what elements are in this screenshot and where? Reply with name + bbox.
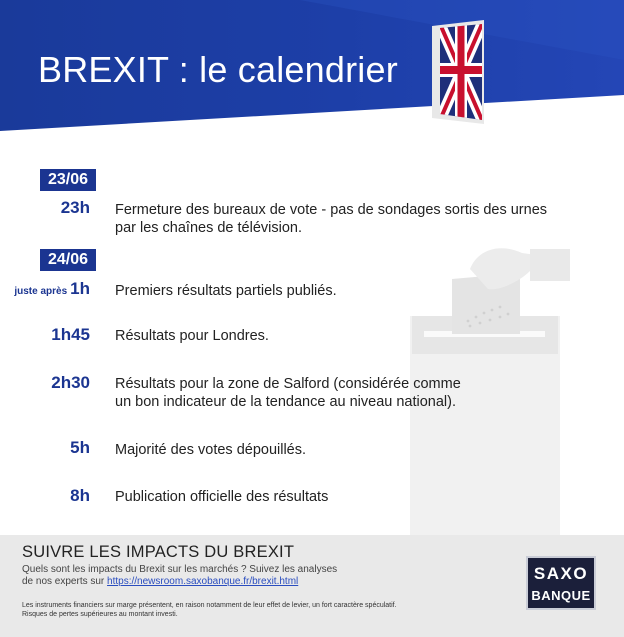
disclaimer-line: Risques de pertes supérieures au montant investi. [22,611,178,618]
event-line: Résultats pour la zone de Salford (considérée comme [115,376,461,392]
event-time: 1h45 [51,325,90,344]
event-description [115,201,595,237]
event-description [115,488,595,506]
event-time: 5h [70,438,90,457]
date-badge-2306: 23/06 [40,169,96,191]
event-description [115,327,595,345]
event-line: Fermeture des bureaux de vote - pas de sondages sortis des urnes [115,202,548,218]
header-banner [0,0,624,131]
union-jack-flag-icon [428,20,488,124]
logo-line-2: BANQUE [531,588,591,603]
risk-disclaimer [22,601,492,619]
event-description [115,282,595,300]
disclaimer-line: Les instruments financiers sur marge présentent, en raison notamment de leur effet de levier, un fort caractère spéculatif. [22,602,397,609]
event-description [115,375,595,411]
event-time: 23h [60,198,90,217]
event-line: Publication officielle des résultats [115,489,329,505]
event-line: Majorité des votes dépouillés. [115,442,307,458]
footer-title: SUIVRE LES IMPACTS DU BREXIT [22,543,295,561]
footer-sub-line: Quels sont les impacts du Brexit sur les marchés ? Suivez les analyses [22,564,338,575]
event-time: 2h30 [51,373,90,392]
date-badge-2406: 24/06 [40,249,96,271]
footer-subtitle [22,564,402,588]
footer-sub-line: de nos experts sur [22,576,108,587]
event-time-prefix: juste après [14,286,68,297]
page-title: BREXIT : le calendrier [38,49,398,90]
event-line: par les chaînes de télévision. [115,220,302,236]
event-time: juste après 1h [14,279,90,298]
saxo-banque-logo [526,556,596,610]
event-line: un bon indicateur de la tendance au niveau national). [115,394,457,410]
event-description [115,441,595,459]
event-time: 8h [70,486,90,505]
logo-line-1: SAXO [533,564,589,583]
event-line: Premiers résultats partiels publiés. [115,283,337,299]
event-line: Résultats pour Londres. [115,328,269,344]
brexit-newsroom-link[interactable]: https://newsroom.saxobanque.fr/brexit.html [107,576,299,587]
